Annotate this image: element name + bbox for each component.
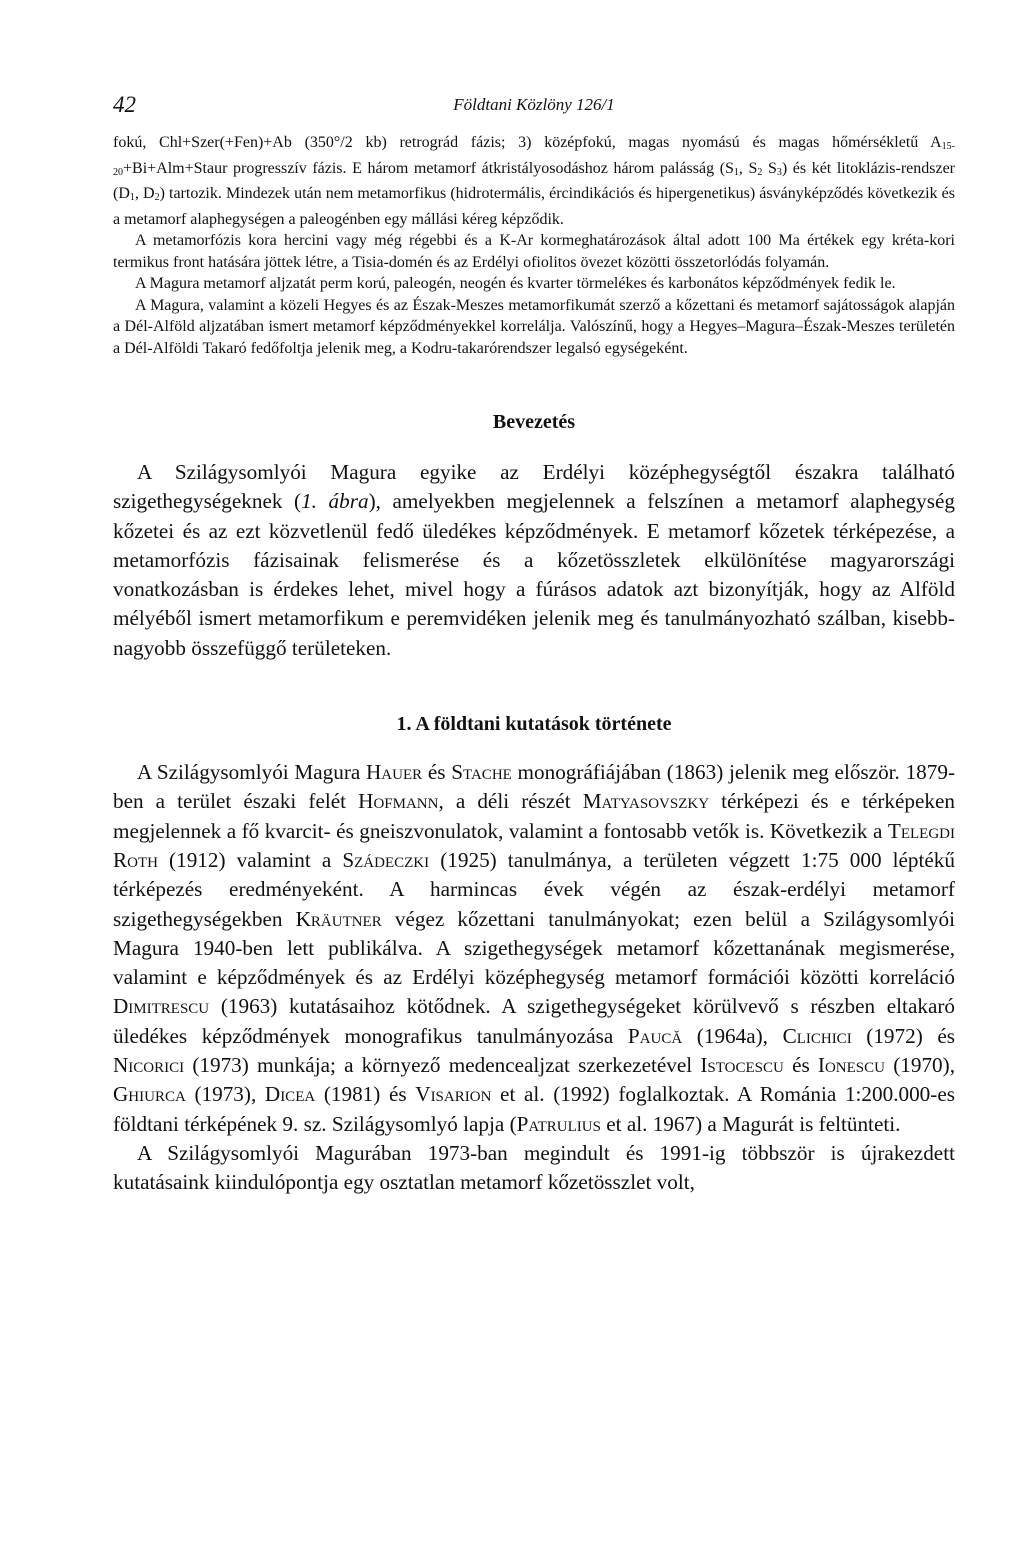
text-run: , a déli részét bbox=[438, 789, 583, 814]
subscript: 2 bbox=[757, 166, 763, 178]
page-number: 42 bbox=[113, 92, 136, 117]
text-run: S bbox=[762, 159, 777, 177]
text-run: végez kőzettani tanulmányokat; ezen belül a Szilágysomlyói Magura 1940-ben lett publikálva. A szigethegységek metamorf kőzettanának megismerése, valamint e képződmények és az Erdélyi középhegység metamorf formációi közötti korreláció bbox=[113, 906, 955, 990]
text-run: , D bbox=[134, 185, 155, 202]
text-run: (1981) és bbox=[315, 1082, 416, 1107]
text-run: ) és két litoklázis-rendszer (D bbox=[113, 159, 955, 202]
author-name: Visarion bbox=[415, 1082, 492, 1107]
page bbox=[113, 92, 955, 1198]
author-name: Patrulius bbox=[516, 1111, 601, 1136]
subscript: 2 bbox=[154, 192, 160, 203]
subscript: 3 bbox=[776, 166, 782, 178]
figure-reference: 1. ábra bbox=[301, 489, 369, 514]
author-name: Szádeczki bbox=[342, 847, 430, 872]
text-run: +Bi+Alm+Staur progresszív fázis. E három metamorf átkristályosodáshoz három palásság (S bbox=[123, 159, 734, 177]
abstract-paragraph-4: A Magura, valamint a közeli Hegyes és az Észak-Meszes metamorfikumát szerző a kőzettani és metamorf sajátosságok alapján a Dél-Alföld aljzatában ismert metamorf képződményekkel korrelálja. Valószínű, hogy a Hegyes–Magura–Észak-Meszes területén a Dél-Alföldi Takaró fedőfoltja jelenik meg, a Kodru-takarórendszer legalsó egységeként. bbox=[113, 296, 955, 357]
subscript: 1 bbox=[129, 192, 135, 203]
text-run: (1963) kutatásaihoz kötődnek. A szigethegységeket körülvevő s részben eltakaró üledékes képződmények monografikus tanulmányozása bbox=[113, 994, 955, 1048]
text-run: (1925) tanulmánya, a területen végzett 1:75 000 léptékű térképezés eredményeként. A harmincas évek végén az észak-erdélyi metamorf szigethegységekben bbox=[113, 847, 955, 931]
text-run: et al. (1992) foglalkoztak. A Románia 1:200.000-es földtani térképének 9. sz. Szilágysomlyó lapja ( bbox=[113, 1082, 955, 1136]
section-heading-1: 1. A földtani kutatások története bbox=[396, 713, 672, 736]
running-header bbox=[113, 92, 955, 132]
text-run: ) tartozik. Mindezek után nem metamorfikus (hidrotermális, ércindikációs és hipergenetikus) ásványképződés következik és a metamorf alaphegységen a paleogénben egy mállási kéreg képződik. bbox=[113, 185, 955, 228]
author-name: Dicea bbox=[264, 1082, 316, 1107]
author-name: Paucă bbox=[627, 1023, 683, 1048]
text-run: A Szilágysomlyói Magura bbox=[137, 760, 366, 785]
subscript: 15-20 bbox=[113, 141, 955, 178]
author-name: Istocescu bbox=[700, 1053, 784, 1078]
author-name: Nicorici bbox=[113, 1053, 185, 1078]
author-name: Matyasovszky bbox=[582, 789, 710, 814]
abstract-paragraph-1 bbox=[113, 132, 955, 230]
author-name: Stache bbox=[451, 760, 512, 785]
text-run: (1964a), bbox=[682, 1023, 783, 1048]
text-run: térképezi és e térképeken megjelennek a fő kvarcit- és gneiszvonulatok, valamint a fontosabb vetők is. Következik a bbox=[113, 789, 956, 843]
text-run: (1973), bbox=[185, 1082, 265, 1107]
text-run: és bbox=[783, 1053, 818, 1078]
author-name: Telegdi Roth bbox=[113, 818, 955, 872]
text-run: (1973) munkája; a környező medencealjzat szerkezetével bbox=[184, 1053, 701, 1078]
text-run: et al. 1967) a Magurát is feltünteti. bbox=[600, 1111, 901, 1136]
section1-paragraph-1 bbox=[113, 758, 955, 1139]
author-name: Kräutner bbox=[295, 906, 382, 931]
subscript: 1 bbox=[733, 166, 739, 178]
text-run: (1912) valamint a bbox=[157, 847, 343, 872]
author-name: Clichici bbox=[782, 1023, 852, 1048]
author-name: Hofmann bbox=[358, 789, 439, 814]
abstract-paragraph-2: A metamorfózis kora hercini vagy még régebbi és a K-Ar kormeghatározások által adott 100 Ma értékek egy kréta-kori termikus front hatására jöttek létre, a Tisia-domén és az Erdélyi ofiolitos övezet közötti összetorlódás folyamán. bbox=[113, 232, 955, 271]
section1-paragraph-2: A Szilágysomlyói Magurában 1973-ban megindult és 1991-ig többször is újrakezdett kutatásaink kiindulópontja egy osztatlan metamorf kőzetösszlet volt, bbox=[113, 1140, 955, 1195]
text-run: , S bbox=[738, 159, 758, 177]
text-run: monográfiájában (1863) jelenik meg először. 1879-ben a terület északi felét bbox=[113, 760, 956, 814]
text-run: fokú, Chl+Szer(+Fen)+Ab (350°/2 kb) retrográd fázis; 3) középfokú, magas nyomású és magas hőmérsékletű A bbox=[113, 134, 942, 151]
text-run: ), amelyekben megjelennek a felszínen a metamorf alaphegység kőzetei és az ezt közvetlenül fedő üledékes képződmények. E metamorf kőzetek térképezése, a metamorfózis fázisainak felismerése és a kőzetösszletek elkülönítése magyarországi vonatkozásban is érdekes lehet, mivel hogy a fúrásos adatok azt bizonyítják, hogy az Alföld mélyéből ismert metamorfikum e peremvidéken jelenik meg és tanulmányozható szálban, kisebb-nagyobb összefüggő területeken. bbox=[113, 489, 955, 660]
author-name: Hauer bbox=[366, 760, 423, 785]
text-run: és bbox=[422, 760, 452, 785]
bevezetes-paragraph-1 bbox=[113, 458, 955, 663]
journal-title: Földtani Közlöny 126/1 bbox=[453, 95, 615, 114]
text-run: (1972) és bbox=[851, 1023, 955, 1048]
abstract-paragraph-3: A Magura metamorf aljzatát perm korú, paleogén, neogén és kvarter törmelékes és karbonátos képződmények fedik le. bbox=[135, 275, 896, 292]
text-run: A Szilágysomlyói Magura egyike az Erdélyi középhegységtől északra található szigethegységeknek ( bbox=[113, 460, 955, 514]
section-heading-bevezetes: Bevezetés bbox=[492, 411, 576, 433]
text-run: (1970), bbox=[885, 1053, 955, 1078]
abstract-continuation bbox=[113, 132, 955, 359]
author-name: Ionescu bbox=[817, 1053, 885, 1078]
author-name: Ghiurca bbox=[113, 1082, 186, 1107]
bevezetes-body bbox=[113, 458, 955, 663]
author-name: Dimitrescu bbox=[113, 994, 210, 1019]
section1-body bbox=[113, 758, 955, 1197]
